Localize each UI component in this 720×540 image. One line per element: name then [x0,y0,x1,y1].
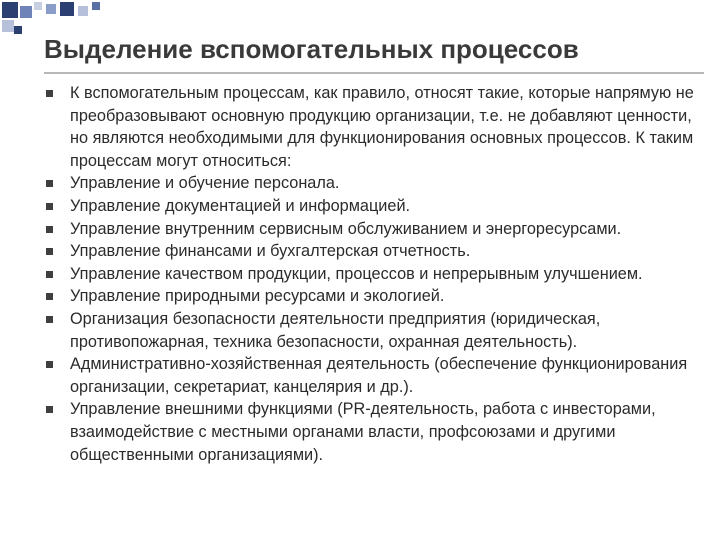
bullet-text: Управление внутренним сервисным обслуживанием и энергоресурсами. [70,219,622,238]
bullet-text: Управление природными ресурсами и экологией. [70,287,445,306]
header-square [92,2,100,10]
bullet-text: Организация безопасности деятельности предприятия (юридическая, противопожарная, техника безопасности, охранная деятельность). [70,309,601,351]
bullet-item [44,82,712,172]
bullet-item [44,308,712,353]
header-square [2,20,14,32]
square-bullet-icon [46,180,53,187]
bullet-text: Управление качеством продукции, процессов и непрерывным улучшением. [70,264,643,283]
header-square [60,2,74,16]
square-bullet-icon [46,226,53,233]
slide-title: Выделение вспомогательных процессов [44,34,579,64]
bullet-item [44,263,712,286]
bullet-item [44,398,712,466]
bullet-item [44,218,712,241]
title-divider [44,72,704,74]
square-bullet-icon [46,90,53,97]
header-square [34,2,42,10]
bullet-item [44,172,712,195]
bullet-text: К вспомогательным процессам, как правило, относят такие, которые напрямую не преобразовывают основную продукцию организации, т.е. не добавляют ценности, но являются необходимыми для функционирования основных процессов. К таким процессам могут относиться: [70,84,694,170]
header-square [14,26,22,34]
square-bullet-icon [46,361,53,368]
header-square [20,6,32,18]
square-bullet-icon [46,406,53,413]
header-square [2,2,18,18]
header-square [46,4,56,14]
bullet-text: Управление и обучение персонала. [70,174,340,193]
bullet-text: Управление внешними функциями (PR-деятельность, работа с инвесторами, взаимодействие с местными органами власти, профсоюзами и другими общественными организациями). [70,400,656,464]
bullet-item [44,285,712,308]
bullet-text: Управление документацией и информацией. [70,196,411,215]
bullet-item [44,353,712,398]
bullet-item [44,195,712,218]
header-square [78,6,88,16]
bullet-text: Управление финансами и бухгалтерская отчетность. [70,242,471,261]
square-bullet-icon [46,316,53,323]
square-bullet-icon [46,248,53,255]
square-bullet-icon [46,271,53,278]
square-bullet-icon [46,203,53,210]
square-bullet-icon [46,293,53,300]
bullet-list [44,82,712,466]
bullet-item [44,240,712,263]
bullet-text: Административно-хозяйственная деятельность (обеспечение функционирования организации, секретариат, канцелярия и др.). [70,355,688,396]
